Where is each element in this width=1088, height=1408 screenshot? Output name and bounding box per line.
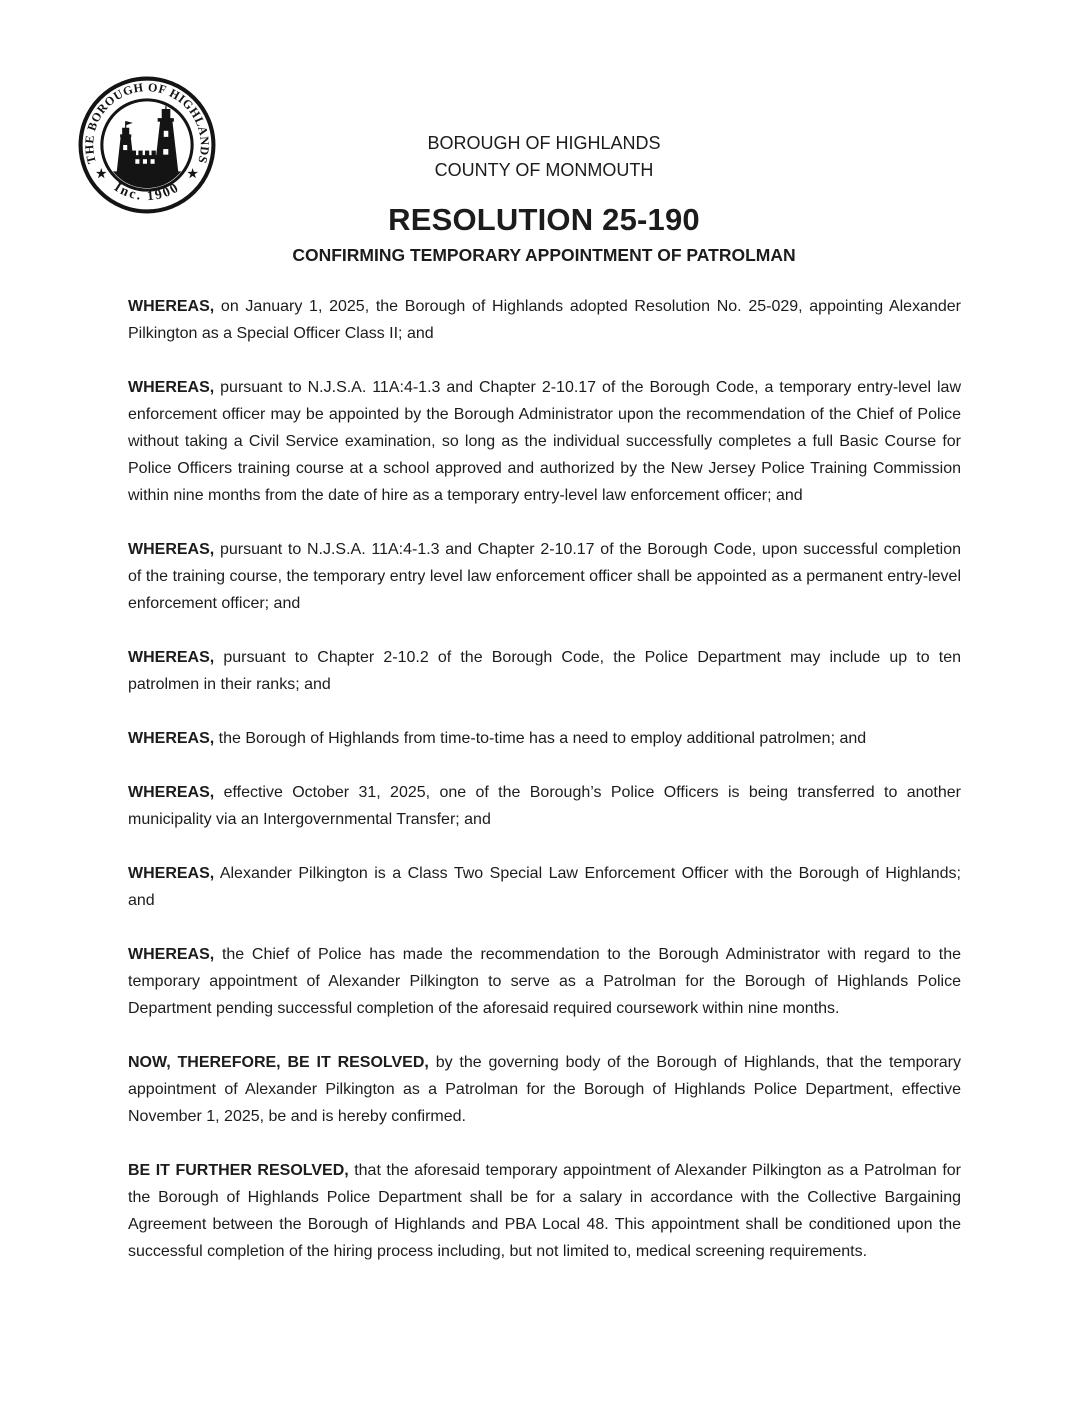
clause-text: pursuant to N.J.S.A. 11A:4-1.3 and Chapter 2-10.17 of the Borough Code, upon successful completion of the training course, the temporary entry level law enforcement officer shall be appointed as a permanent entry-level enforcement officer; and	[128, 541, 961, 612]
seal-left-star-icon: ★	[95, 166, 107, 181]
clause-text: pursuant to Chapter 2-10.2 of the Borough Code, the Police Department may include up to ten patrolmen in their ranks; and	[128, 649, 961, 693]
whereas-clause-3	[128, 536, 961, 617]
whereas-clause-2	[128, 374, 961, 509]
header-county-line: COUNTY OF MONMOUTH	[434, 160, 654, 180]
seal-bottom-text: Inc. 1900	[111, 179, 183, 204]
whereas-clause-1	[128, 293, 961, 347]
clause-text: by the governing body of the Borough of Highlands, that the temporary appointment of Alexander Pilkington as a Patrolman for the Borough of Highlands Police Department, effective November 1, 2025, be and is hereby confirmed.	[128, 1054, 961, 1125]
clause-lead: BE IT FURTHER RESOLVED,	[128, 1162, 349, 1179]
whereas-clause-4	[128, 644, 961, 698]
document-header	[128, 130, 960, 184]
clause-text: the Chief of Police has made the recommendation to the Borough Administrator with regard to the temporary appointment of Alexander Pilkington to serve as a Patrolman for the Borough of Highlands Police Department pending successful completion of the aforesaid required coursework within nine months.	[128, 946, 961, 1017]
clause-text: on January 1, 2025, the Borough of Highlands adopted Resolution No. 25-029, appointing Alexander Pilkington as a Special Officer Class II; and	[128, 298, 961, 342]
seal-right-star-icon: ★	[187, 166, 199, 181]
clause-lead: WHEREAS,	[128, 730, 215, 747]
whereas-clause-5	[128, 725, 961, 752]
header-org-line: BOROUGH OF HIGHLANDS	[427, 133, 661, 153]
resolution-title: RESOLUTION 25-190	[388, 202, 700, 237]
resolution-body	[128, 293, 961, 1292]
resolution-subtitle: CONFIRMING TEMPORARY APPOINTMENT OF PATROLMAN	[292, 245, 796, 265]
clause-text: Alexander Pilkington is a Class Two Special Law Enforcement Officer with the Borough of Highlands; and	[128, 865, 961, 909]
resolved-clause	[128, 1049, 961, 1130]
clause-lead: WHEREAS,	[128, 784, 215, 801]
clause-lead: WHEREAS,	[128, 541, 215, 558]
clause-text: effective October 31, 2025, one of the Borough’s Police Officers is being transferred to another municipality via an Intergovernmental Transfer; and	[128, 784, 961, 828]
clause-lead: WHEREAS,	[128, 379, 215, 396]
clause-lead: WHEREAS,	[128, 649, 215, 666]
whereas-clause-8	[128, 941, 961, 1022]
clause-lead: NOW, THEREFORE, BE IT RESOLVED,	[128, 1054, 429, 1071]
clause-text: that the aforesaid temporary appointment of Alexander Pilkington as a Patrolman for the Borough of Highlands Police Department shall be for a salary in accordance with the Collective Bargaining Agreement between the Borough of Highlands and PBA Local 48. This appointment shall be conditioned upon the successful completion of the hiring process including, but not limited to, medical screening requirements.	[128, 1162, 961, 1260]
clause-text: pursuant to N.J.S.A. 11A:4-1.3 and Chapter 2-10.17 of the Borough Code, a temporary entry-level law enforcement officer may be appointed by the Borough Administrator upon the recommendation of the Chief of Police without taking a Civil Service examination, so long as the individual successfully completes a full Basic Course for Police Officers training course at a school approved and authorized by the New Jersey Police Training Commission within nine months from the date of hire as a temporary entry-level law enforcement officer; and	[128, 379, 961, 504]
clause-lead: WHEREAS,	[128, 298, 215, 315]
seal-top-text: THE BOROUGH OF HIGHLANDS	[82, 80, 212, 166]
whereas-clause-7	[128, 860, 961, 914]
whereas-clause-6	[128, 779, 961, 833]
clause-lead: WHEREAS,	[128, 946, 215, 963]
further-resolved-clause	[128, 1157, 961, 1265]
clause-text: the Borough of Highlands from time-to-time has a need to employ additional patrolmen; and	[214, 730, 867, 747]
clause-lead: WHEREAS,	[128, 865, 215, 882]
